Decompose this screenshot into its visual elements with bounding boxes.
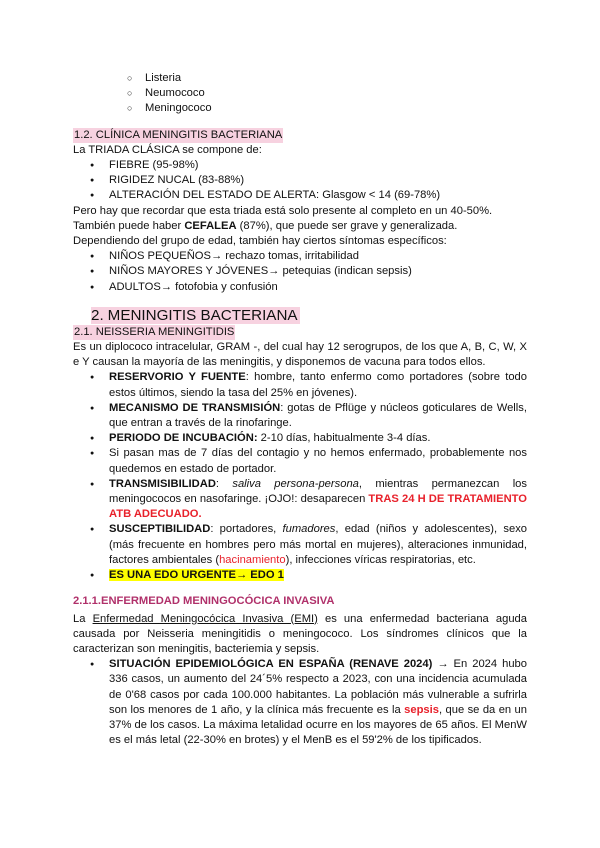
list-item xyxy=(73,657,527,748)
bold-label: SITUACIÓN EPIDEMIOLÓGICA EN ESPAÑA (RENAVE 2024) xyxy=(109,658,433,671)
text: : portadores, xyxy=(210,523,283,536)
paragraph: Es un diplococo intracelular, GRAM -, del cual hay 12 serogrupos, de los que A, B, C, W, X e Y causan la mayoría de las meningitis, y disponemos de vacuna para todos ellos. xyxy=(73,341,527,369)
text: , edad (niños y adolescentes), sexo (más frecuente en hombres pero más mortal en mujeres), alteraciones inmunidad, factores ambientales ( xyxy=(109,523,528,566)
paragraph xyxy=(73,219,527,234)
triad-intro: La TRIADA CLÁSICA se compone de: xyxy=(73,143,262,156)
bold-label: PERIODO DE INCUBACIÓN: xyxy=(109,432,258,445)
text: → En 2024 hubo 336 casos, un aumento del 24´5% respecto a 2023, con una incidencia acumulada de 0'68 casos por cada 100.000 habitantes. La población más vulnerable a sufrirla son los menores de 1 año, y la clínica más frecuente es la xyxy=(109,658,527,716)
text: También puede haber xyxy=(73,219,185,232)
underlined-text: Enfermedad Meningocócica Invasiva (EMI) xyxy=(92,612,318,625)
list-item: ● ADULTOS→ fotofobia y confusión xyxy=(73,280,527,295)
pathogen-list xyxy=(73,71,527,117)
list-item: ● Si pasan mas de 7 días del contagio y no hemos enfermado, probablemente nos quedemos en estado de portador. xyxy=(73,446,527,476)
highlighted-text: ES UNA EDO URGENTE→ EDO 1 xyxy=(109,569,284,582)
list-item xyxy=(73,431,527,446)
list-item: ○ Neumococo xyxy=(73,86,527,101)
list-item xyxy=(73,370,527,400)
text: , que se da en un 37% de los casos. La máxima letalidad ocurre en los mayores de 65 años. El MenW es el más letal (22-30% en brotes) y el MenB es el 59'2% de los tipificados. xyxy=(109,703,528,747)
section-heading-1-2: 1.2. CLÍNICA MENINGITIS BACTERIANA xyxy=(73,128,283,143)
text: : xyxy=(215,477,233,490)
text: es una enfermedad bacteriana aguda causada por Neisseria meningitidis o meningococo. Los síndromes clínicos que la caracterizan son meningitis, bacteriemia y sepsis. xyxy=(73,612,527,655)
document-content xyxy=(73,71,527,748)
bold-label: TRANSMISIBILIDAD xyxy=(109,477,216,490)
section-heading-2-1: 2.1. NEISSERIA MENINGITIDIS xyxy=(73,325,235,340)
italic-text: saliva persona-persona xyxy=(232,477,359,490)
paragraph xyxy=(73,612,527,658)
warning-text: sepsis xyxy=(404,703,439,716)
list-item: ● NIÑOS MAYORES Y JÓVENES→ petequias (indican sepsis) xyxy=(73,264,527,279)
warning-text: TRAS 24 H DE TRATAMIENTO ATB ADECUADO. xyxy=(109,493,527,521)
section-heading-2-1-1: 2.1.1.ENFERMEDAD MENINGOCÓCICA INVASIVA xyxy=(73,595,335,608)
list-item: ○ Meningococo xyxy=(73,101,527,116)
text: La xyxy=(73,612,93,625)
section-heading-2 xyxy=(73,306,527,325)
list-item xyxy=(73,568,527,583)
list-item: ● FIEBRE (95-98%) xyxy=(73,158,527,173)
text: : gotas de Pflüge y núcleos goticulares de Wells, que entran a través de la rinofaringe. xyxy=(109,401,527,430)
list-item xyxy=(73,477,527,523)
list-item xyxy=(73,522,527,568)
paragraph: Pero hay que recordar que esta triada está solo presente al completo en un 40-50%. xyxy=(73,204,493,217)
text: ), infecciones víricas respiratorias, etc. xyxy=(285,553,476,566)
triad-list xyxy=(73,158,527,204)
text: (87%), que puede ser grave y generalizada. xyxy=(236,219,458,232)
list-item xyxy=(73,401,527,431)
text: 2-10 días, habitualmente 3-4 días. xyxy=(257,432,431,445)
age-group-list xyxy=(73,249,527,295)
heading-number: 2. xyxy=(91,306,104,324)
text: : hombre, tanto enfermo como portadores (sobre todo estos últimos, siendo la tasa del 25% en jóvenes). xyxy=(109,371,527,399)
warning-text: hacinamiento xyxy=(219,553,286,566)
neisseria-facts-list xyxy=(73,370,527,583)
list-item: ○ Listeria xyxy=(73,71,527,86)
list-item: ● RIGIDEZ NUCAL (83-88%) xyxy=(73,173,527,188)
bold-text: CEFALEA xyxy=(184,219,237,232)
heading-text: MENINGITIS BACTERIANA xyxy=(107,306,298,324)
list-item: ● NIÑOS PEQUEÑOS→ rechazo tomas, irritabilidad xyxy=(73,249,527,264)
text: , mientras permanezcan los meningococos en nasofaringe. ¡OJO!: desaparecen xyxy=(109,477,528,506)
list-item: ● ALTERACIÓN DEL ESTADO DE ALERTA: Glasgow < 14 (69-78%) xyxy=(73,188,527,203)
heading-highlight xyxy=(91,307,300,324)
bold-label: MECANISMO DE TRANSMISIÓN xyxy=(109,401,281,414)
paragraph: Dependiendo del grupo de edad, también hay ciertos síntomas específicos: xyxy=(73,235,447,248)
bold-label: SUSCEPTIBILIDAD xyxy=(109,523,211,536)
italic-text: fumadores xyxy=(282,523,336,536)
bold-label: RESERVORIO Y FUENTE xyxy=(109,371,246,384)
epidemiology-list xyxy=(73,657,527,748)
